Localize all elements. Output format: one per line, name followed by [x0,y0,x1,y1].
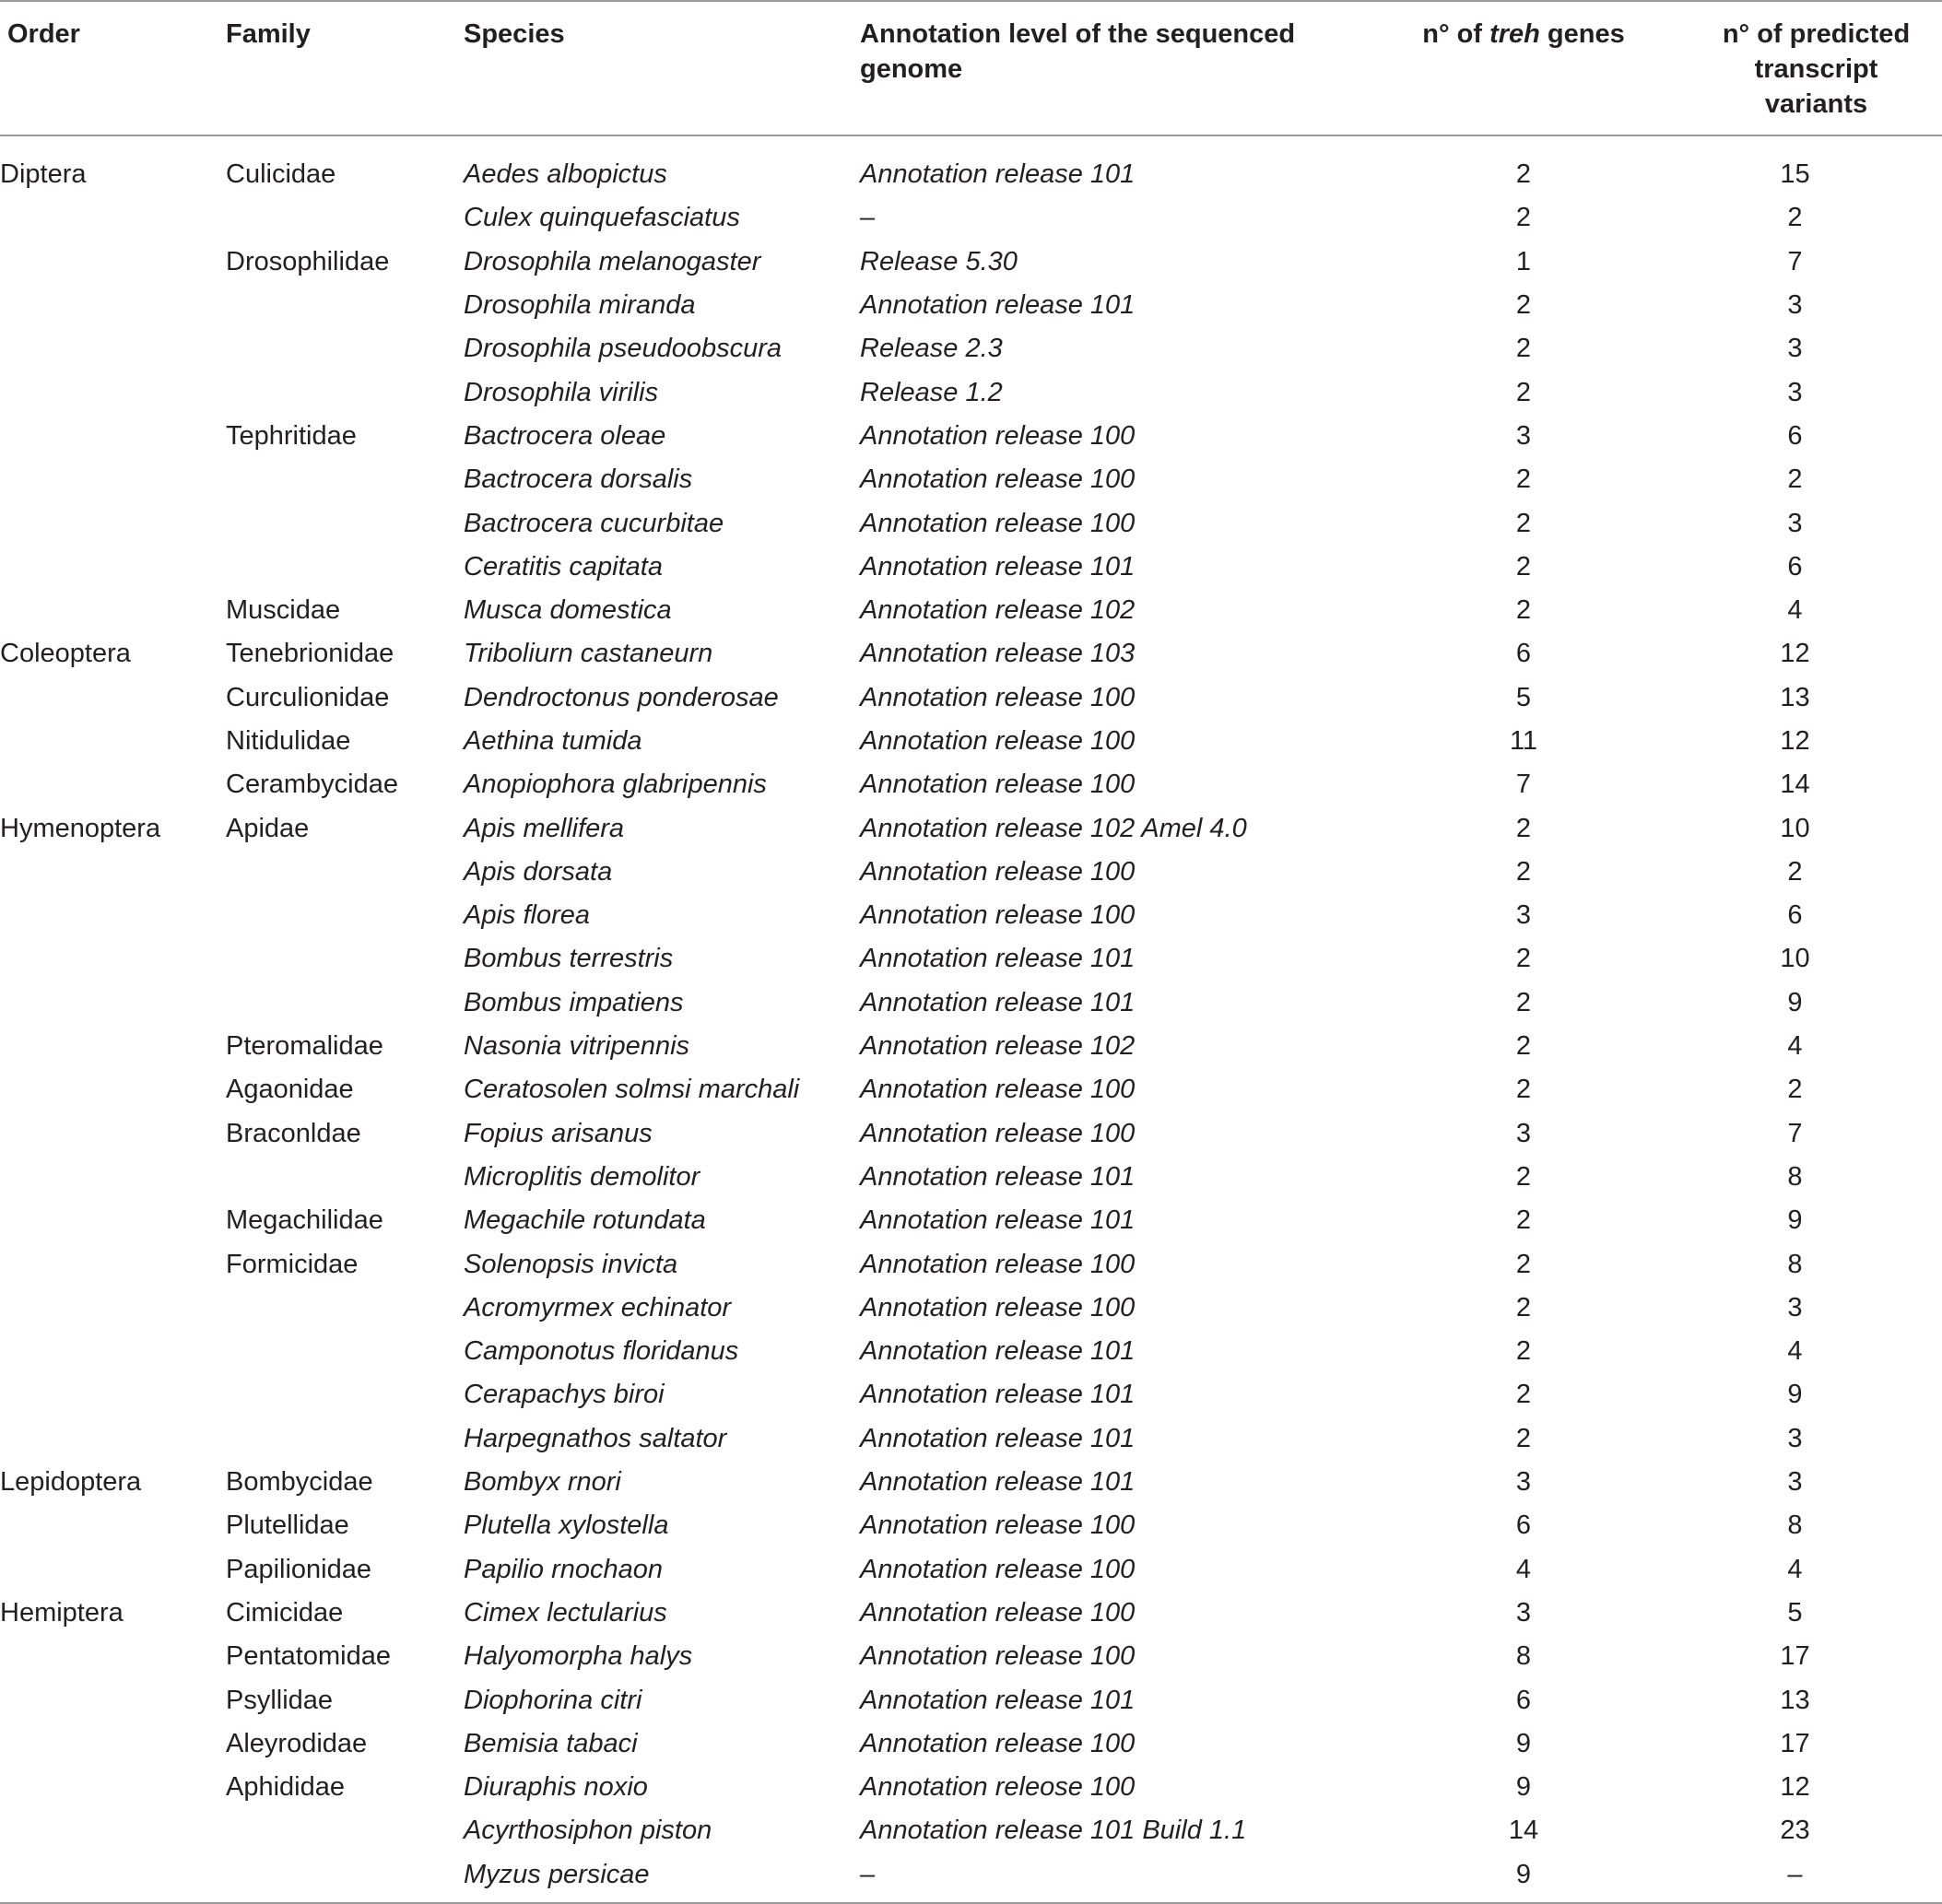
variants-count-cell: 2 [1787,464,1803,495]
variants-count-cell: 3 [1787,377,1803,407]
species-cell: Papilio rnochaon [464,1554,664,1584]
header-order: Order [7,19,80,49]
genes-count-cell: 9 [1515,1859,1532,1889]
species-cell: Apis dorsata [464,856,613,887]
table-row [0,135,1942,196]
family-cell [226,370,464,414]
table-row [0,720,1942,763]
table-row [0,1373,1942,1416]
family-cell: Bombycidae [226,1467,373,1498]
species-cell: Bemisia tabaci [464,1728,638,1758]
family-cell [226,1417,464,1461]
annotation-cell: Annotation release 102 [860,1031,1136,1062]
table-row [0,1025,1942,1068]
variants-count-cell: 2 [1787,856,1803,887]
order-cell [0,1287,226,1330]
table-row [0,1417,1942,1461]
variants-count-cell: 15 [1780,159,1810,190]
variants-count-cell: 7 [1787,1118,1803,1148]
table-row [0,1809,1942,1852]
variants-count-cell: 23 [1780,1816,1810,1846]
table-row [0,1504,1942,1547]
genes-count-cell: 2 [1515,334,1532,364]
species-cell: Acyrthosiphon piston [464,1816,712,1846]
header-genes-suffix: genes [1539,19,1625,49]
annotation-cell: Annotation release 102 [860,595,1136,626]
order-cell [0,676,226,720]
species-cell: Drosophila melanogaster [464,246,761,276]
genes-count-cell: 2 [1515,203,1532,233]
variants-count-cell: 17 [1780,1728,1810,1758]
header-genes [1399,1,1648,135]
genes-count-cell: 2 [1515,377,1532,407]
family-cell: Aphididae [226,1772,345,1803]
table-row [0,937,1942,981]
species-cell: Dendroctonus ponderosae [464,682,779,712]
variants-count-cell: 10 [1780,813,1810,843]
species-cell: Aethina tumida [464,726,642,756]
genes-count-cell: 3 [1515,1118,1532,1148]
family-cell: Culicidae [226,159,336,190]
species-cell: Bactrocera dorsalis [464,464,693,495]
order-cell [0,589,226,632]
family-cell: Cerambycidae [226,770,398,800]
table-row [0,370,1942,414]
species-cell: Diophorina citri [464,1685,642,1715]
variants-count-cell: 6 [1787,420,1803,451]
variants-count-cell: 10 [1780,944,1810,974]
genes-count-cell: 2 [1515,1161,1532,1192]
order-cell [0,1678,226,1722]
table-row [0,1112,1942,1156]
header-genes-prefix: n° of [1422,19,1490,49]
family-cell [226,327,464,370]
species-cell: Harpegnathos saltator [464,1423,727,1453]
variants-count-cell: 9 [1787,1205,1803,1236]
order-cell [0,763,226,806]
species-cell: Musca domestica [464,595,672,626]
species-cell: Ceratosolen solmsi marchali [464,1075,800,1105]
annotation-cell: Annotation release 101 [860,1467,1136,1498]
genes-count-cell: 2 [1515,813,1532,843]
order-cell [0,981,226,1025]
genes-count-cell: 8 [1515,1641,1532,1672]
variants-count-cell: 8 [1787,1510,1803,1541]
variants-count-cell: 3 [1787,290,1803,321]
annotation-cell: Annotation release 100 [860,1597,1136,1628]
genes-count-cell: 2 [1515,508,1532,538]
genes-count-cell: 2 [1515,1336,1532,1367]
genes-count-cell: 14 [1508,1816,1539,1846]
annotation-cell: Release 2.3 [860,334,1003,364]
genes-count-cell: 2 [1515,290,1532,321]
header-genes-italic: treh [1489,19,1540,49]
order-cell [0,1373,226,1416]
variants-count-cell: 4 [1787,1336,1803,1367]
family-cell: Apidae [226,813,310,843]
table-row [0,589,1942,632]
species-cell: Plutella xylostella [464,1510,669,1541]
species-cell: Bactrocera cucurbitae [464,508,724,538]
order-cell [0,327,226,370]
annotation-cell: Annotation release 100 [860,1118,1136,1148]
table-row [0,1548,1942,1592]
variants-count-cell: 3 [1787,334,1803,364]
genes-count-cell: 2 [1515,856,1532,887]
variants-count-cell: – [1787,1859,1803,1889]
species-cell: Drosophila virilis [464,377,659,407]
family-cell [226,546,464,589]
annotation-cell: Annotation release 100 [860,420,1136,451]
table-row [0,415,1942,458]
variants-count-cell: 12 [1780,726,1810,756]
order-cell: Diptera [0,159,87,190]
family-cell: Drosophilidae [226,246,390,276]
genes-count-cell: 2 [1515,1075,1532,1105]
annotation-cell: Annotation release 100 [860,1075,1136,1105]
genes-count-cell: 2 [1515,1423,1532,1453]
order-cell [0,1504,226,1547]
family-cell: Papilionidae [226,1554,372,1584]
genes-count-cell: 4 [1515,1554,1532,1584]
annotation-cell: Annotation release 100 [860,682,1136,712]
table-row [0,1287,1942,1330]
order-cell [0,1242,226,1286]
annotation-cell: Annotation release 101 [860,159,1136,190]
order-cell [0,415,226,458]
variants-count-cell: 3 [1787,1423,1803,1453]
annotation-cell: Annotation release 100 [860,900,1136,931]
variants-count-cell: 2 [1787,203,1803,233]
order-cell [0,1068,226,1111]
header-family: Family [226,19,311,49]
genes-count-cell: 2 [1515,1031,1532,1062]
table-row [0,1242,1942,1286]
species-cell: Acromyrmex echinator [464,1292,732,1322]
annotation-cell: Annotation release 100 [860,464,1136,495]
annotation-cell: Annotation release 101 [860,987,1136,1017]
species-cell: Culex quinquefasciatus [464,203,740,233]
species-cell: Solenopsis invicta [464,1249,678,1279]
genes-count-cell: 3 [1515,1597,1532,1628]
table-row [0,806,1942,850]
variants-count-cell: 7 [1787,246,1803,276]
family-cell: Aleyrodidae [226,1728,368,1758]
table-row [0,241,1942,284]
annotation-cell: Annotation releose 100 [860,1772,1136,1803]
species-cell: Fopius arisanus [464,1118,653,1148]
species-cell: Apis florea [464,900,591,931]
family-cell [226,1287,464,1330]
variants-count-cell: 12 [1780,1772,1810,1803]
family-cell [226,458,464,501]
order-cell [0,1766,226,1809]
species-cell: Halyomorpha halys [464,1641,693,1672]
table-row [0,1853,1942,1903]
genes-count-cell: 9 [1515,1772,1532,1803]
variants-count-cell: 3 [1787,1467,1803,1498]
family-cell [226,937,464,981]
variants-count-cell: 6 [1787,551,1803,582]
species-cell: Triboliurn castaneurn [464,639,713,669]
table-row [0,1592,1942,1635]
order-cell: Lepidoptera [0,1467,142,1498]
family-cell: Formicidae [226,1249,359,1279]
family-cell [226,1373,464,1416]
table-row [0,284,1942,327]
species-cell: Bombus terrestris [464,944,674,974]
family-cell: Pteromalidae [226,1031,383,1062]
family-cell: Tephritidae [226,420,357,451]
variants-count-cell: 4 [1787,595,1803,626]
family-cell [226,981,464,1025]
species-cell: Bombus impatiens [464,987,684,1017]
genes-count-cell: 11 [1509,726,1538,756]
order-cell [0,1156,226,1199]
species-cell: Bactrocera oleae [464,420,666,451]
species-cell: Apis mellifera [464,813,625,843]
header-variants: n° of predicted transcript variants [1722,19,1911,119]
variants-count-cell: 4 [1787,1031,1803,1062]
table-row [0,458,1942,501]
order-cell [0,1417,226,1461]
annotation-cell: Annotation release 100 [860,1728,1136,1758]
annotation-cell: Annotation release 101 [860,290,1136,321]
species-cell: Bombyx rnori [464,1467,621,1498]
annotation-cell: Annotation release 101 [860,1161,1136,1192]
order-cell [0,546,226,589]
annotation-cell: Annotation release 101 [860,1685,1136,1715]
genes-count-cell: 2 [1515,1249,1532,1279]
order-cell [0,458,226,501]
header-annotation: Annotation level of the sequenced genome [860,19,1296,84]
variants-count-cell: 5 [1787,1597,1803,1628]
variants-count-cell: 3 [1787,1292,1803,1322]
annotation-cell: – [860,1859,876,1889]
order-cell [0,196,226,240]
genes-count-cell: 2 [1515,551,1532,582]
genes-count-cell: 6 [1515,639,1532,669]
table-row [0,894,1942,937]
variants-count-cell: 9 [1787,1380,1803,1410]
order-cell [0,1722,226,1766]
genes-count-cell: 5 [1515,682,1532,712]
family-cell [226,501,464,545]
order-cell [0,1809,226,1852]
table-row [0,546,1942,589]
header-row [0,1,1942,135]
variants-count-cell: 13 [1780,682,1810,712]
annotation-cell: Annotation release 102 Amel 4.0 [860,813,1247,843]
header-species: Species [464,19,565,49]
order-cell [0,1025,226,1068]
table-row [0,196,1942,240]
order-cell [0,284,226,327]
family-cell: Megachilidae [226,1205,383,1236]
species-cell: Aedes albopictus [464,159,667,190]
family-cell: Cimicidae [226,1597,344,1628]
table-row [0,1722,1942,1766]
annotation-cell: Annotation release 101 [860,1423,1136,1453]
genes-count-cell: 2 [1515,1205,1532,1236]
family-cell [226,284,464,327]
genes-count-cell: 2 [1515,987,1532,1017]
variants-count-cell: 8 [1787,1249,1803,1279]
genes-count-cell: 2 [1515,944,1532,974]
family-cell: Tenebrionidae [226,639,394,669]
genes-count-cell: 3 [1515,900,1532,931]
species-cell: Cimex lectularius [464,1597,667,1628]
annotation-cell: Annotation release 101 [860,551,1136,582]
genes-count-cell: 2 [1515,595,1532,626]
family-cell [226,1853,464,1903]
species-cell: Nasonia vitripennis [464,1031,690,1062]
species-cell: Microplitis demolitor [464,1161,700,1192]
order-cell [0,894,226,937]
genes-count-cell: 2 [1515,159,1532,190]
annotation-cell: Annotation release 100 [860,1249,1136,1279]
genes-count-cell: 3 [1515,1467,1532,1498]
annotation-cell: Annotation release 100 [860,770,1136,800]
family-cell: Braconldae [226,1118,361,1148]
annotation-cell: – [860,203,876,233]
order-cell [0,1112,226,1156]
family-cell [226,894,464,937]
annotation-cell: Annotation release 101 [860,1205,1136,1236]
annotation-cell: Annotation release 100 [860,856,1136,887]
species-cell: Drosophila pseudoobscura [464,334,782,364]
table-row [0,981,1942,1025]
order-cell [0,370,226,414]
genes-count-cell: 6 [1515,1685,1532,1715]
table-row [0,1766,1942,1809]
variants-count-cell: 6 [1787,900,1803,931]
table-header [0,1,1942,135]
genes-count-cell: 7 [1515,770,1532,800]
family-cell: Agaonidae [226,1075,354,1105]
family-cell: Nitidulidae [226,726,351,756]
family-cell [226,1156,464,1199]
family-cell [226,1330,464,1373]
annotation-cell: Annotation release 101 [860,1336,1136,1367]
family-cell [226,851,464,894]
order-cell [0,1635,226,1678]
table-row [0,1199,1942,1242]
order-cell [0,1548,226,1592]
table-row [0,851,1942,894]
order-cell: Coleoptera [0,639,131,669]
variants-count-cell: 12 [1780,639,1810,669]
species-cell: Anopiophora glabripennis [464,770,767,800]
order-cell [0,1199,226,1242]
variants-count-cell: 2 [1787,1075,1803,1105]
genes-count-cell: 3 [1515,420,1532,451]
family-cell: Curculionidae [226,682,390,712]
table-row [0,327,1942,370]
genes-count-cell: 2 [1515,1292,1532,1322]
annotation-cell: Annotation release 100 [860,726,1136,756]
table-row [0,676,1942,720]
order-cell: Hymenoptera [0,813,161,843]
order-cell [0,241,226,284]
family-cell [226,1809,464,1852]
table-row [0,1156,1942,1199]
annotation-cell: Annotation release 100 [860,1554,1136,1584]
species-cell: Megachile rotundata [464,1205,706,1236]
genes-count-cell: 2 [1515,464,1532,495]
order-cell [0,937,226,981]
order-cell [0,1330,226,1373]
table-row [0,1068,1942,1111]
species-cell: Camponotus floridanus [464,1336,739,1367]
family-cell: Pentatomidae [226,1641,391,1672]
species-cell: Drosophila miranda [464,290,696,321]
genes-count-cell: 2 [1515,1380,1532,1410]
annotation-cell: Release 1.2 [860,377,1003,407]
order-cell [0,720,226,763]
variants-count-cell: 17 [1780,1641,1810,1672]
annotation-cell: Annotation release 101 Build 1.1 [860,1816,1247,1846]
genes-count-cell: 6 [1515,1510,1532,1541]
annotation-cell: Annotation release 101 [860,1380,1136,1410]
variants-count-cell: 9 [1787,987,1803,1017]
family-cell: Psyllidae [226,1685,334,1715]
family-cell [226,196,464,240]
annotation-cell: Annotation release 100 [860,1510,1136,1541]
family-cell: Plutellidae [226,1510,349,1541]
table-row [0,1635,1942,1678]
table-row [0,501,1942,545]
order-cell [0,851,226,894]
order-cell: Hemiptera [0,1597,124,1628]
family-cell: Muscidae [226,595,341,626]
annotation-cell: Annotation release 100 [860,1292,1136,1322]
annotation-cell: Release 5.30 [860,246,1018,276]
annotation-cell: Annotation release 101 [860,944,1136,974]
annotation-cell: Annotation release 100 [860,1641,1136,1672]
species-cell: Diuraphis noxio [464,1772,648,1803]
order-cell [0,501,226,545]
species-cell: Ceratitis capitata [464,551,663,582]
annotation-cell: Annotation release 103 [860,639,1136,669]
species-cell: Cerapachys biroi [464,1380,665,1410]
variants-count-cell: 13 [1780,1685,1810,1715]
variants-count-cell: 3 [1787,508,1803,538]
table-row [0,632,1942,676]
variants-count-cell: 14 [1780,770,1810,800]
variants-count-cell: 4 [1787,1554,1803,1584]
table-row [0,1678,1942,1722]
table-row [0,763,1942,806]
genes-count-cell: 9 [1515,1728,1532,1758]
order-cell [0,1853,226,1903]
annotation-cell: Annotation release 100 [860,508,1136,538]
species-cell: Myzus persicae [464,1859,650,1889]
variants-count-cell: 8 [1787,1161,1803,1192]
table-body [0,135,1942,1903]
genes-count-cell: 1 [1515,246,1532,276]
table-row [0,1330,1942,1373]
table-row [0,1461,1942,1504]
